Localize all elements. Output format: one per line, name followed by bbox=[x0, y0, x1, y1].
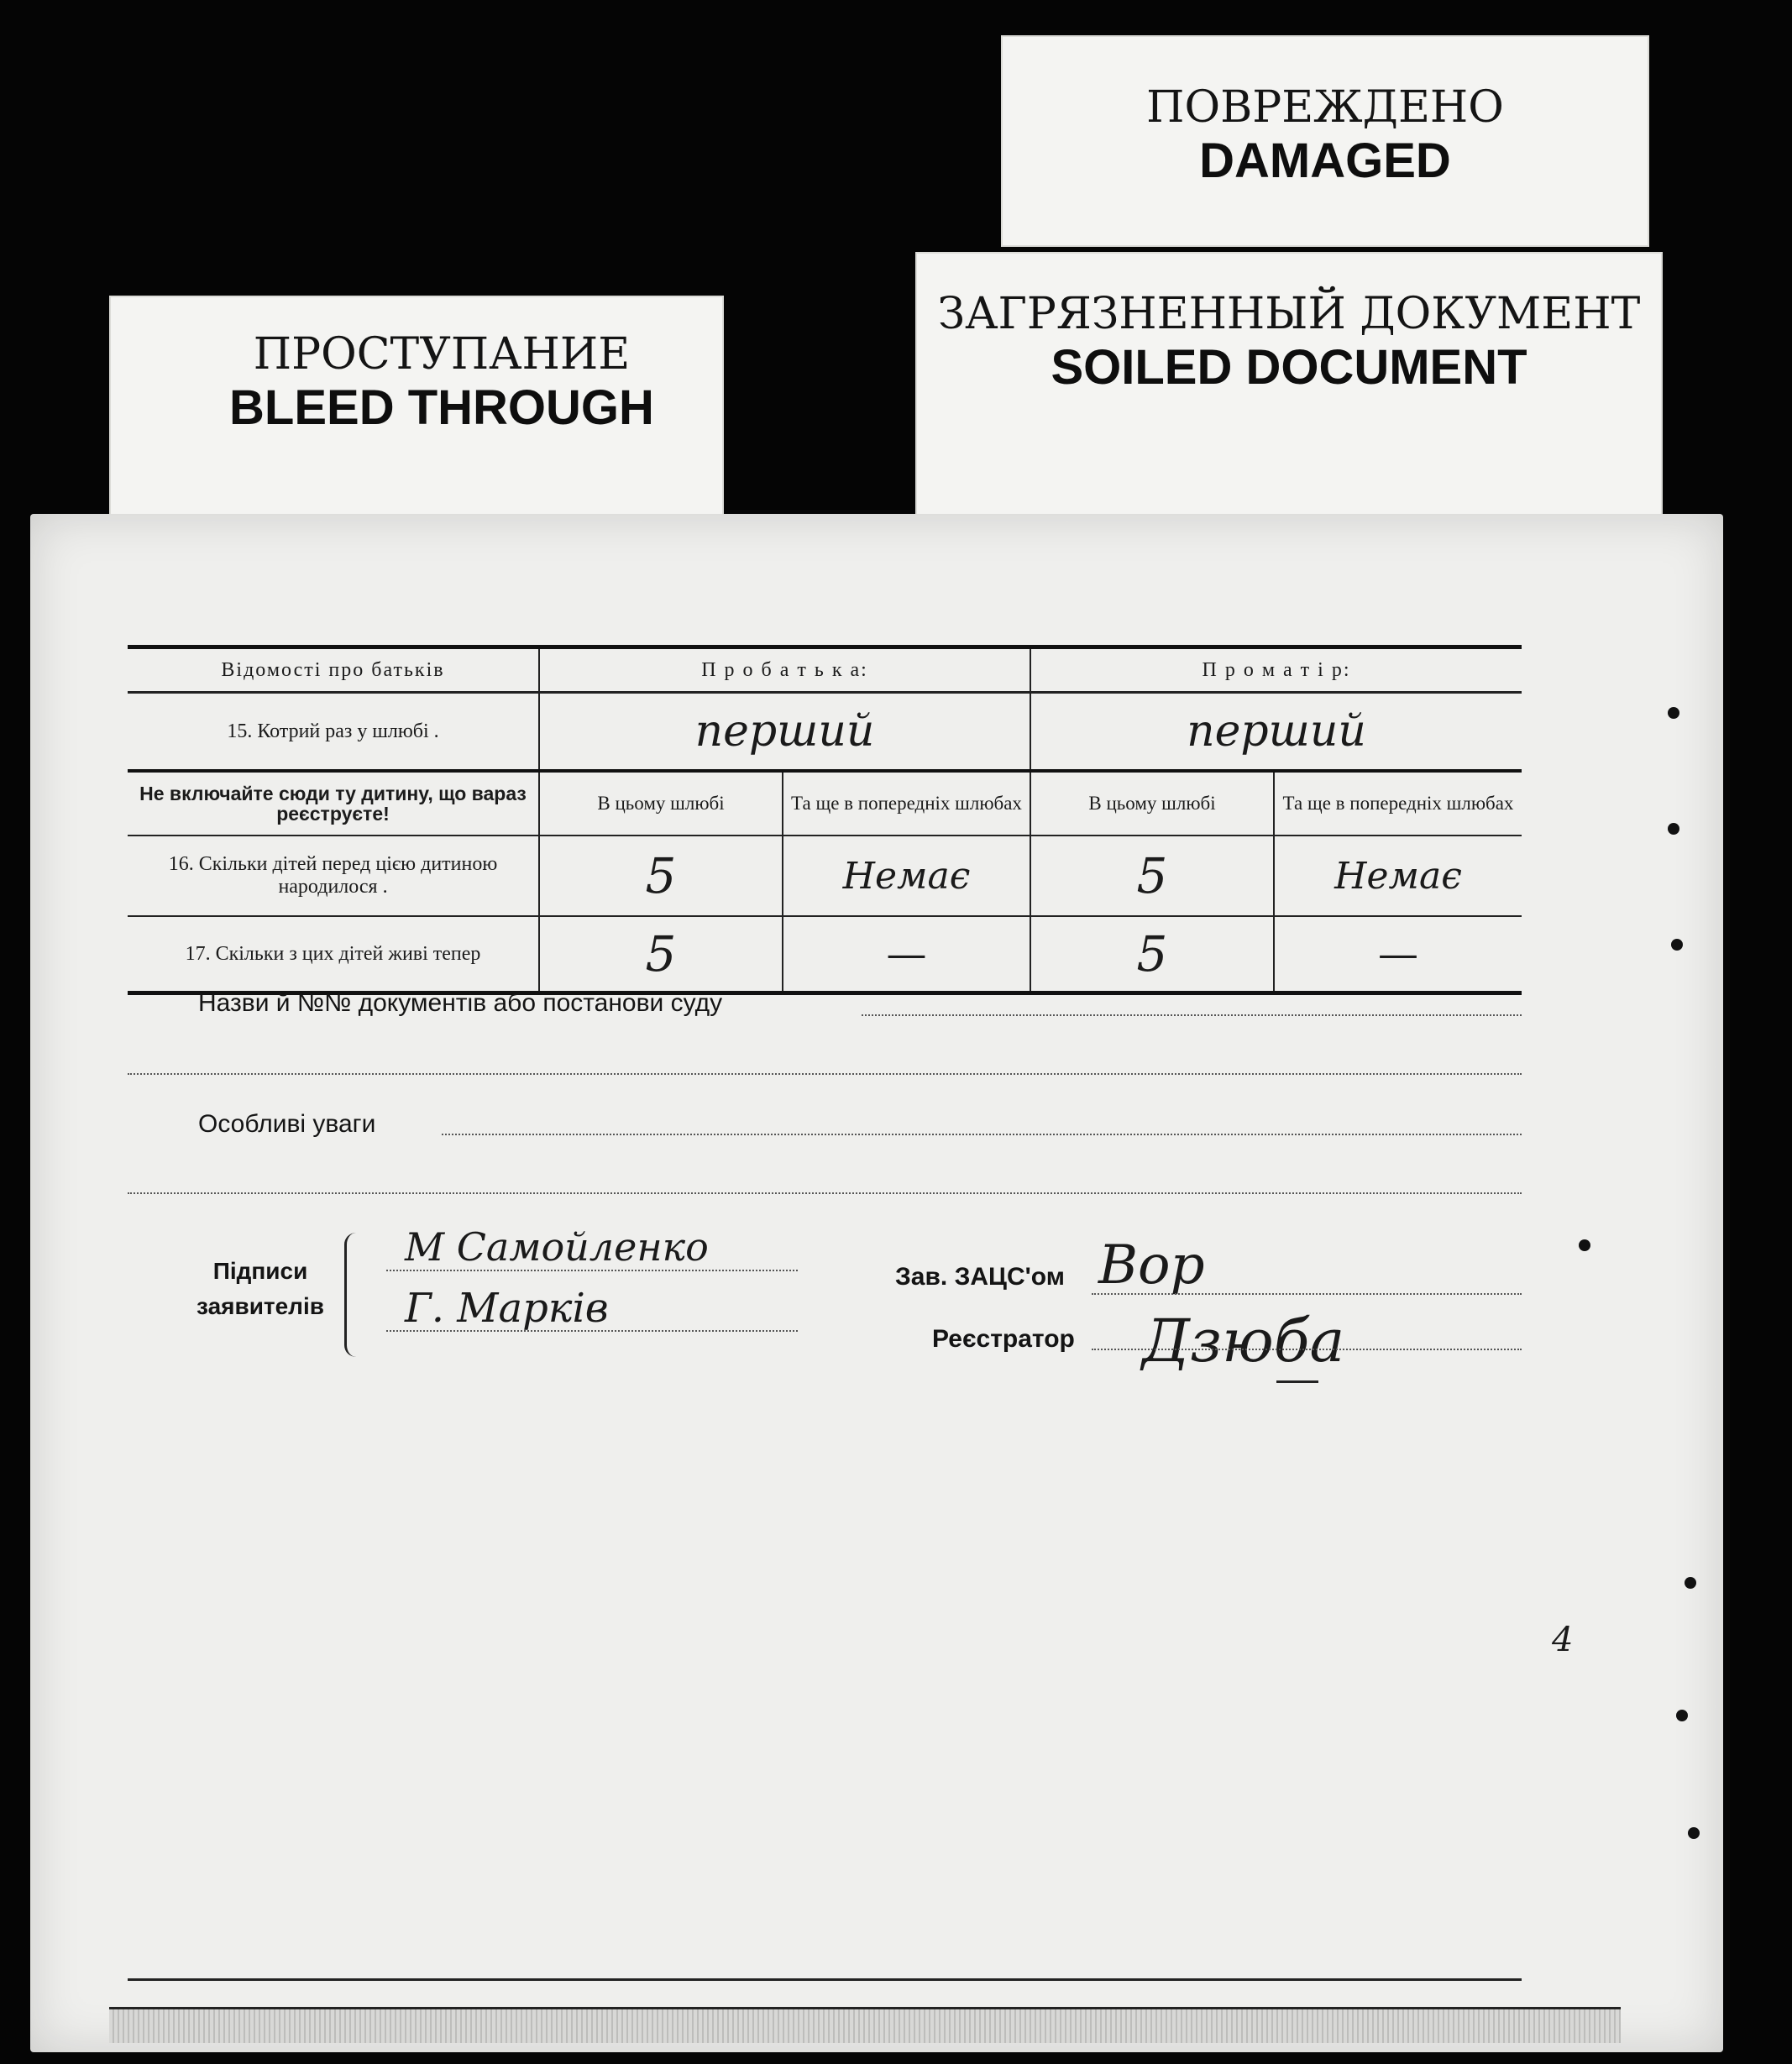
q16-mother-this: 5 bbox=[1030, 836, 1274, 916]
father-this-marriage-header: В цьому шлюбі bbox=[539, 771, 783, 836]
father-previous-marriages-header: Та ще в попередніх шлюбах bbox=[783, 771, 1030, 836]
q16-father-this: 5 bbox=[539, 836, 783, 916]
bleed-label-en: BLEED THROUGH bbox=[229, 380, 654, 435]
bleed-through-card bbox=[109, 296, 724, 522]
registrar-line bbox=[1092, 1349, 1522, 1350]
applicant-signatures-label bbox=[176, 1258, 344, 1320]
zags-head-signature: Вор bbox=[1098, 1234, 1205, 1297]
damaged-card bbox=[1001, 35, 1649, 247]
applicant-signature-line-1 bbox=[386, 1270, 798, 1271]
applicant-signature-1: М Самойленко bbox=[405, 1224, 709, 1270]
special-notes-label: Особливі уваги bbox=[198, 1110, 376, 1138]
binding-hole bbox=[1668, 707, 1679, 719]
documents-dotted-line-2 bbox=[128, 1073, 1522, 1075]
exclude-child-notice: Не включайте сюди ту дитину, що вараз реєструєте! bbox=[128, 771, 539, 836]
binding-hole bbox=[1685, 1577, 1696, 1589]
sheet-bottom-edge bbox=[109, 2007, 1621, 2043]
question-17-label: 17. Скільки з цих дітей живі тепер bbox=[128, 916, 539, 993]
header-about-father: П р о б а т ь к а: bbox=[539, 647, 1030, 693]
q17-mother-prev: — bbox=[1274, 916, 1522, 993]
special-notes-dotted-line bbox=[442, 1134, 1522, 1135]
soiled-label-ru: ЗАГРЯЗНЕННЫЙ ДОКУМЕНТ bbox=[937, 289, 1641, 339]
mother-marriage-count: перший bbox=[1030, 693, 1522, 772]
table-row bbox=[128, 916, 1522, 993]
soiled-document-card bbox=[915, 252, 1663, 521]
registrar-flourish bbox=[1276, 1380, 1318, 1383]
mother-this-marriage-header: В цьому шлюбі bbox=[1030, 771, 1274, 836]
q17-mother-this: 5 bbox=[1030, 916, 1274, 993]
header-parents-info: Відомості про батьків bbox=[128, 647, 539, 693]
binding-hole bbox=[1671, 939, 1683, 951]
bleed-label-ru: ПРОСТУПАНИЕ bbox=[253, 329, 631, 380]
zags-head-label: Зав. ЗАЦС'ом bbox=[895, 1263, 1065, 1291]
zags-head-line bbox=[1092, 1293, 1522, 1295]
applicant-signature-2: Г. Марків bbox=[405, 1285, 609, 1332]
table-row bbox=[128, 693, 1522, 772]
registrar-signature: Дзюба bbox=[1142, 1307, 1345, 1375]
signatures-brace bbox=[344, 1233, 362, 1357]
binding-hole bbox=[1668, 823, 1679, 835]
header-about-mother: П р о м а т і р: bbox=[1030, 647, 1522, 693]
question-16-label: 16. Скільки дітей перед цією дитиною народилося . bbox=[128, 836, 539, 916]
father-marriage-count: перший bbox=[539, 693, 1030, 772]
sheet-bottom-rule bbox=[128, 1978, 1522, 1981]
signatures-label-line2: заявителів bbox=[196, 1293, 324, 1319]
parents-info-table bbox=[128, 645, 1522, 995]
applicant-signature-line-2 bbox=[386, 1330, 798, 1332]
binding-hole bbox=[1676, 1710, 1688, 1721]
damaged-label-en: DAMAGED bbox=[1199, 134, 1451, 188]
table-row bbox=[128, 836, 1522, 916]
q16-father-prev: Немає bbox=[783, 836, 1030, 916]
soiled-label-en: SOILED DOCUMENT bbox=[1051, 340, 1527, 395]
question-15-label: 15. Котрий раз у шлюбі . bbox=[128, 693, 539, 772]
margin-page-number: 4 bbox=[1552, 1621, 1574, 1659]
binding-hole bbox=[1688, 1827, 1700, 1839]
special-notes-dotted-line-2 bbox=[128, 1192, 1522, 1194]
signatures-label-line1: Підписи bbox=[212, 1258, 308, 1284]
mother-previous-marriages-header: Та ще в попередніх шлюбах bbox=[1274, 771, 1522, 836]
registrar-label: Реєстратор bbox=[932, 1325, 1075, 1353]
binding-hole bbox=[1579, 1239, 1590, 1251]
documents-label: Назви й №№ документів або постанови суду bbox=[198, 989, 723, 1017]
documents-dotted-line bbox=[862, 1014, 1522, 1016]
damaged-label-ru: ПОВРЕЖДЕНО bbox=[1146, 82, 1504, 133]
table-header-row bbox=[128, 647, 1522, 693]
table-subheader-row bbox=[128, 771, 1522, 836]
q17-father-this: 5 bbox=[539, 916, 783, 993]
q16-mother-prev: Немає bbox=[1274, 836, 1522, 916]
q17-father-prev: — bbox=[783, 916, 1030, 993]
